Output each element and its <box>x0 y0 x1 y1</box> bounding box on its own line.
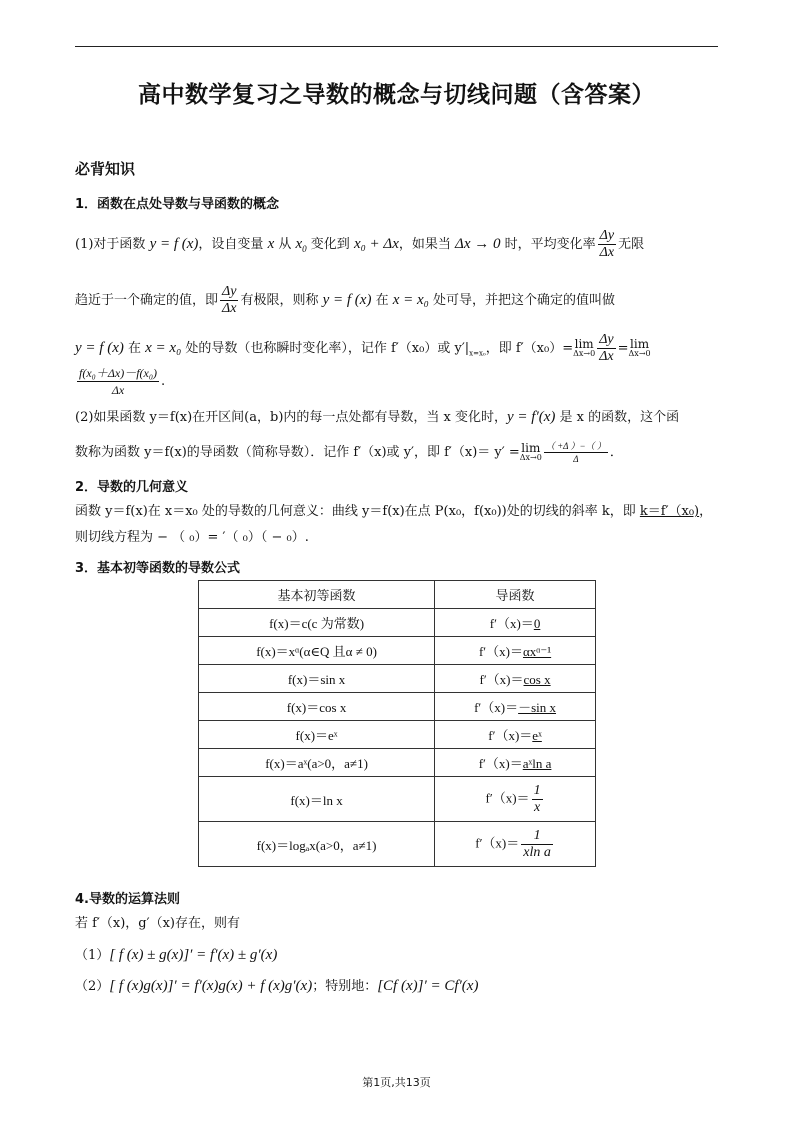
function-cell: f(x)＝ln x <box>199 777 435 822</box>
s4-heading: 4.导数的运算法则 <box>75 892 180 907</box>
function-cell: f(x)＝c(c 为常数) <box>199 609 435 637</box>
s2-paragraph-line-2: 则切线方程为 − （ ₀）= ′（ ₀）（ − ₀）. <box>75 530 309 545</box>
derivative-cell: f′（x)＝cos x <box>435 665 596 693</box>
function-cell: f(x)＝cos x <box>199 693 435 721</box>
table-row <box>199 693 596 721</box>
derivative-cell: f′（x)＝eˣ <box>435 721 596 749</box>
table-row <box>199 749 596 777</box>
s1-paragraph-line-2: 趋近于一个确定的值，即 $\frac{\Delta y}{\Delta x}$ 有极限，则称 y = f (x) 在 x = x₀ 处可导，并把这个确定的值叫做 <box>75 284 616 316</box>
fraction-dy-dx: $\frac{\Delta y}{\Delta x}$ <box>599 228 615 260</box>
function-cell: f(x)＝xᵅ(α∈Q 且α ≠ 0) <box>199 637 435 665</box>
derivative-table <box>198 580 596 867</box>
s2-paragraph-line-1: 函数 y＝f(x)在 x＝x₀ 处的导数的几何意义：曲线 y＝f(x)在点 P(x₀，f(x₀))处的切线的斜率 k，即 k＝f′（x₀)， <box>75 504 713 519</box>
derivative-cell: f′（x)＝aˣln a <box>435 749 596 777</box>
limit-symbol: lim Δx→0 <box>573 336 596 358</box>
page-title: 高中数学复习之导数的概念与切线问题（含答案） <box>138 82 655 108</box>
s1-paragraph-line-3: y = f (x) 在 x = x₀ 处的导数（也称瞬时变化率），记作 f′（x₀）或 $y'|_{x=x_0}$，即 f′（x₀）= lim Δx→0 $\frac{\Delta y}{\Delta x}$ = lim Δx→0 <box>75 332 651 364</box>
function-cell: f(x)＝eˣ <box>199 721 435 749</box>
s4-intro: 若 f′（x)，g′（x)存在，则有 <box>75 916 240 931</box>
table-row <box>199 777 596 822</box>
table-header-row <box>199 581 596 609</box>
table-row <box>199 637 596 665</box>
s1-heading: 1．函数在点处导数与导函数的概念 <box>75 197 280 212</box>
fraction-dy-dx-3: $\frac{\Delta y}{\Delta x}$ <box>599 332 614 364</box>
header-rule <box>75 46 718 47</box>
derivative-cell: f′（x)＝ $\frac{1}{x}$ <box>435 777 596 822</box>
function-cell: f(x)＝logₐx(a>0，a≠1) <box>199 822 435 867</box>
section-heading: 必背知识 <box>75 160 136 178</box>
fraction-dy-dx-2: $\frac{\Delta y}{\Delta x}$ <box>222 284 237 316</box>
limit-symbol-3: lim Δx→0 <box>519 440 542 462</box>
table-row <box>199 665 596 693</box>
s1-fraction-line: $\frac{\text{f(x₀＋Δx)－f(x₀)}}{\Delta x}$ . <box>79 366 166 397</box>
limit-symbol-2: lim Δx→0 <box>628 336 651 358</box>
table-row <box>199 609 596 637</box>
derivative-cell: f′（x)＝0 <box>435 609 596 637</box>
table-row <box>199 721 596 749</box>
s1-paragraph-line-1: (1)对于函数 y = f (x)，设自变量 x 从 $x_0$ 变化到 x₀ + Δx，如果当 Δx → 0 时，平均变化率 $\frac{\Delta y}{\Delta x}$ 无限 <box>75 228 645 260</box>
derivative-cell: f′（x)＝αxᵅ⁻¹ <box>435 637 596 665</box>
difference-quotient: $\frac{\text{f(x₀＋Δx)－f(x₀)}}{\Delta x}$ <box>79 366 158 397</box>
table-header-cell: 导函数 <box>435 581 596 609</box>
function-cell: f(x)＝aˣ(a>0，a≠1) <box>199 749 435 777</box>
rule-product: （2）[ f (x)g(x)]′ = f′(x)g(x) + f (x)g′(x)；特别地：[Cf (x)]′ = Cf′(x) <box>75 978 479 994</box>
page-footer: 第1页,共13页 <box>362 1076 431 1089</box>
function-cell: f(x)＝sin x <box>199 665 435 693</box>
derivative-cell: f′（x)＝－sin x <box>435 693 596 721</box>
s2-heading: 2．导数的几何意义 <box>75 480 189 495</box>
derivative-cell: f′（x)＝ $\frac{1}{\text{xln a}}$ <box>435 822 596 867</box>
derivative-fraction: $\frac{( +\Delta )-( )}{\Delta}$ <box>545 441 606 464</box>
table-row <box>199 822 596 867</box>
table-header-cell: 基本初等函数 <box>199 581 435 609</box>
s1-paragraph-line-5: 数称为函数 y＝f(x)的导函数（简称导数）．记作 f′（x)或 y′，即 f′（x)＝ y′ = lim Δx→0 $\frac{( +\Delta )-( )}{\Delta}$ ． <box>75 440 623 464</box>
s1-paragraph-line-4: (2)如果函数 y＝f(x)在开区间(a，b)内的每一点处都有导数，当 x 变化时，y = f′(x) 是 x 的函数，这个函 <box>75 409 680 425</box>
rule-sum: （1）[ f (x) ± g(x)]′ = f′(x) ± g′(x) <box>75 947 278 963</box>
s3-heading: 3．基本初等函数的导数公式 <box>75 561 241 576</box>
